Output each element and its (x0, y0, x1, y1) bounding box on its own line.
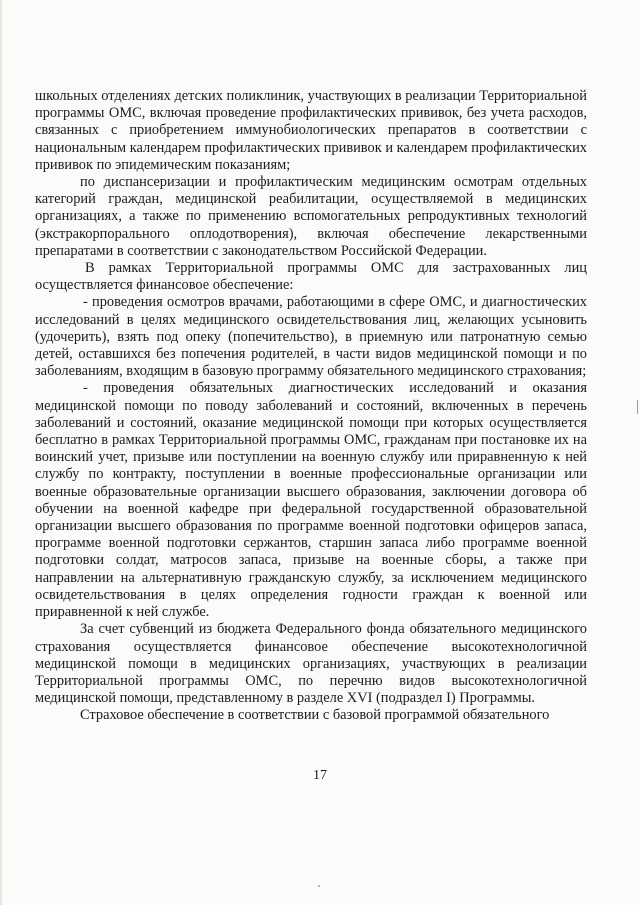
paragraph-dispensarization: по диспансеризации и профилактическим медицинским осмотрам отдельных категорий граждан, медицинской реабилитации, осуществляемой в медицинских организациях, а также по применению вспомогательных репродуктивных технологий (экстракорпорального оплодотворения), включая обеспечение лекарственными препаратами в соответствии с законодательством Российской Федерации. (35, 174, 587, 259)
scan-speck (637, 400, 638, 414)
page-number: 17 (313, 768, 327, 783)
body-text (35, 88, 587, 725)
paragraph-financing-intro: В рамках Территориальной программы ОМС для застрахованных лиц осуществляется финансовое обеспечение: (35, 260, 587, 294)
paragraph-insurance: Страховое обеспечение в соответствии с базовой программой обязательного (80, 707, 550, 724)
paragraph-adoption-exams: - проведения осмотров врачами, работающими в сфере ОМС, и диагностических исследований в целях медицинского освидетельствования лиц, желающих усыновить (удочерить), взять под опеку (попечительство), в приемную или патронатную семью детей, оставшихся без попечения родителей, в части видов медицинской помощи и по заболеваниям, входящим в базовую программу обязательного медицинского страхования; (35, 294, 587, 380)
paragraph-vaccination: школьных отделениях детских поликлиник, участвующих в реализации Территориальной программы ОМС, включая проведение профилактических прививок, без учета расходов, связанных с приобретением иммунобиологических препаратов в соответствии с национальным календарем профилактических прививок и календарем профилактических прививок по эпидемическим показаниям; (35, 88, 587, 173)
paragraph-high-tech-care: За счет субвенций из бюджета Федерального фонда обязательного медицинского страхования осуществляется финансовое обеспечение высокотехнологичной медицинской помощи в медицинских организациях, участвующих в реализации Территориальной программы ОМС, по перечню видов высокотехнологичной медицинской помощи, представленному в разделе XVI (подраздел I) Программы. (35, 621, 587, 707)
scan-speck (318, 885, 320, 887)
paragraph-military-exams: - проведения обязательных диагностических исследований и оказания медицинской помощи по поводу заболеваний и состояний, включенных в перечень заболеваний и состояний, оказание медицинской помощи при которых осуществляется бесплатно в рамках Территориальной программы ОМС, гражданам при постановке их на воинский учет, призыве или поступлении на военную службу или приравненную к ней службу по контракту, поступлении в военные профессиональные организации или военные образовательные организации высшего образования, заключении договора об обучении на военной кафедре при федеральной государственной образовательной организации высшего образования по программе военной подготовки офицеров запаса, программе военной подготовки сержантов, старшин запаса либо программе военной подготовки солдат, матросов запаса, призыве на военные сборы, а также при направлении на альтернативную гражданскую службу, за исключением медицинского освидетельствования в целях определения годности граждан к военной или приравненной к ней службе. (35, 380, 587, 621)
